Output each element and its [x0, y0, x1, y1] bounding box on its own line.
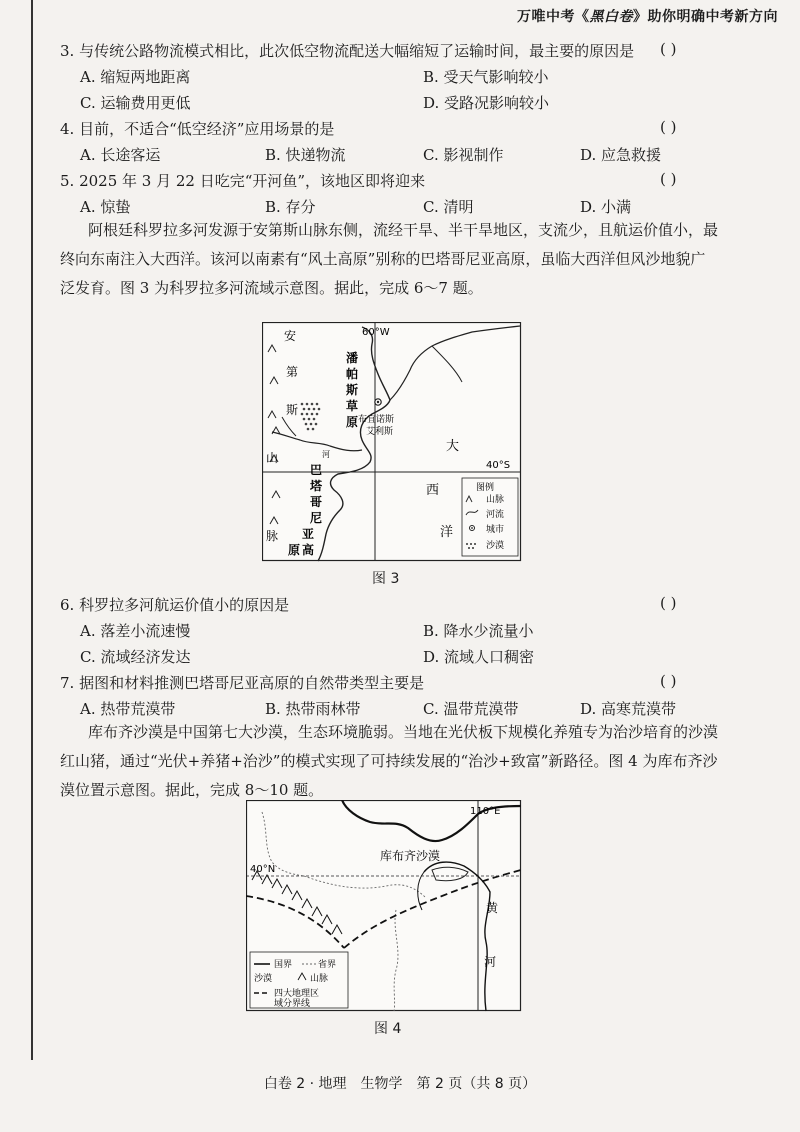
fig3-andes-label-5: 脉 — [266, 529, 279, 543]
figure-3-caption: 图 3 — [372, 571, 400, 587]
figure-3-colorado-map — [262, 322, 522, 562]
question-5-option-d: D. 小满 — [580, 198, 632, 216]
figure-4-caption: 图 4 — [374, 1021, 402, 1037]
question-4-option-c: C. 影视制作 — [423, 146, 504, 164]
fig3-ocean-label-2: 西 — [426, 483, 440, 498]
header-prefix: 万唯中考《 — [517, 9, 590, 25]
fig4-legend-division-1: 四大地理区 — [274, 989, 320, 999]
fig4-legend-border: 国界 — [274, 960, 293, 970]
fig3-latitude-label: 40°S — [486, 460, 511, 471]
question-4-stem: 4. 目前，不适合“低空经济”应用场景的是 — [60, 120, 335, 138]
fig3-longitude-label: 60°W — [362, 327, 390, 338]
question-5-option-a: A. 惊蛰 — [80, 198, 131, 216]
fig3-legend-city: 城市 — [486, 525, 505, 535]
fig3-andes-label-4: 山 — [266, 451, 279, 465]
question-5-answer-blank: ( ) — [660, 170, 677, 188]
fig3-pampas-label-3: 斯 — [346, 383, 359, 397]
fig3-patagonia-label-3: 哥 — [310, 495, 323, 509]
fig3-patagonia-label-6: 高 — [302, 543, 315, 557]
question-5-option-b: B. 存分 — [265, 198, 316, 216]
fig3-legend-mountain: 山脉 — [486, 495, 505, 505]
header-brand: 黑白卷 — [589, 9, 633, 25]
fig3-pampas-label-2: 帕 — [346, 367, 359, 381]
page-footer: 白卷 2 · 地理 生物学 第 2 页（共 8 页） — [263, 1076, 537, 1092]
question-7-option-c: C. 温带荒漠带 — [423, 700, 519, 718]
question-4-answer-blank: ( ) — [660, 118, 677, 136]
header-suffix: 》助你明确中考新方向 — [633, 9, 778, 25]
question-3-option-d: D. 受路况影响较小 — [423, 94, 550, 112]
fig3-patagonia-label-2: 塔 — [310, 479, 323, 493]
fig4-legend-desert: 沙漠 — [254, 974, 273, 984]
question-7-option-d: D. 高寒荒漠带 — [580, 700, 677, 718]
question-3-option-c: C. 运输费用更低 — [80, 94, 191, 112]
fig4-legend — [250, 952, 348, 1009]
fig3-pampas-label-1: 潘 — [346, 351, 359, 365]
fig3-patagonia-label-5: 亚 — [302, 527, 315, 541]
question-6-stem: 6. 科罗拉多河航运价值小的原因是 — [60, 596, 290, 614]
fig3-ocean-label-1: 大 — [446, 439, 460, 454]
question-5-stem: 5. 2025 年 3 月 22 日吃完“开河鱼”，该地区即将迎来 — [60, 172, 426, 190]
question-4-option-b: B. 快递物流 — [265, 146, 346, 164]
question-6-option-d: D. 流域人口稠密 — [423, 648, 535, 666]
fig3-patagonia-label-7: 原 — [288, 543, 301, 557]
question-4-option-a: A. 长途客运 — [80, 146, 161, 164]
question-7-answer-blank: ( ) — [660, 672, 677, 690]
binding-line — [31, 0, 33, 1060]
question-5-option-c: C. 清明 — [423, 198, 474, 216]
fig3-pampas-label-4: 草 — [346, 399, 359, 413]
fig3-andes-label-2: 第 — [286, 365, 299, 379]
question-7-option-b: B. 热带雨林带 — [265, 700, 361, 718]
question-3-answer-blank: ( ) — [660, 40, 677, 58]
fig3-pampas-label-5: 原 — [346, 415, 359, 429]
fig3-legend-title: 图例 — [476, 483, 495, 493]
fig3-andes-label-1: 安 — [284, 329, 297, 343]
question-6-option-a: A. 落差小流速慢 — [80, 622, 191, 640]
question-4-option-d: D. 应急救援 — [580, 146, 662, 164]
fig4-river-label-2: 河 — [484, 955, 497, 969]
fig4-legend-mountain: 山脉 — [310, 974, 329, 984]
fig3-patagonia-label-1: 巴 — [310, 463, 323, 477]
question-3-stem: 3. 与传统公路物流模式相比，此次低空物流配送大幅缩短了运输时间，最主要的原因是 — [60, 42, 635, 60]
fig3-legend-desert: 沙漠 — [486, 541, 505, 551]
fig3-legend — [462, 478, 518, 556]
passage-colorado-river: 阿根廷科罗拉多河发源于安第斯山脉东侧，流经干旱、半干旱地区，支流少，且航运价值小，最终向东南注入大西洋。该河以南素有“风土高原”别称的巴塔哥尼亚高原，虽临大西洋但风沙地貌广泛发育。图 3 为科罗拉多河流域示意图。据此，完成 6～7 题。 — [60, 221, 719, 297]
question-7-stem: 7. 据图和材料推测巴塔哥尼亚高原的自然带类型主要是 — [60, 674, 425, 692]
passage-kubuqi-desert: 库布齐沙漠是中国第七大沙漠，生态环境脆弱。当地在光伏板下规模化养殖专为治沙培育的沙漠红山猪，通过“光伏+养猪+治沙”的模式实现了可持续发展的“治沙+致富”新路径。图 4 为库布齐沙漠位置示意图。据此，完成 8～10 题。 — [60, 723, 719, 799]
question-6-option-b: B. 降水少流量小 — [423, 622, 534, 640]
fig3-andes-label-3: 斯 — [286, 403, 299, 417]
question-3-option-a: A. 缩短两地距离 — [80, 68, 191, 86]
question-3-option-b: B. 受天气影响较小 — [423, 68, 549, 86]
fig3-city-label-1: 布宜诺斯 — [358, 415, 395, 425]
fig3-river-label: 河 — [322, 450, 330, 459]
question-7-option-a: A. 热带荒漠带 — [80, 700, 176, 718]
fig4-latitude-label: 40°N — [250, 864, 276, 875]
fig4-longitude-label: 110°E — [470, 806, 501, 817]
fig4-legend-province: 省界 — [318, 960, 337, 970]
fig4-river-label-1: 黄 — [486, 901, 499, 915]
fig4-desert-label: 库布齐沙漠 — [380, 849, 441, 863]
question-6-option-c: C. 流域经济发达 — [80, 648, 191, 666]
fig3-legend-river: 河流 — [486, 510, 505, 520]
question-6-answer-blank: ( ) — [660, 594, 677, 612]
page-header — [517, 6, 778, 26]
fig3-patagonia-label-4: 尼 — [310, 511, 323, 525]
fig4-legend-division-2: 域分界线 — [274, 999, 311, 1009]
fig3-city-label-2: 艾利斯 — [366, 427, 394, 437]
fig3-ocean-label-3: 洋 — [440, 525, 454, 540]
figure-4-kubuqi-map — [246, 800, 522, 1012]
